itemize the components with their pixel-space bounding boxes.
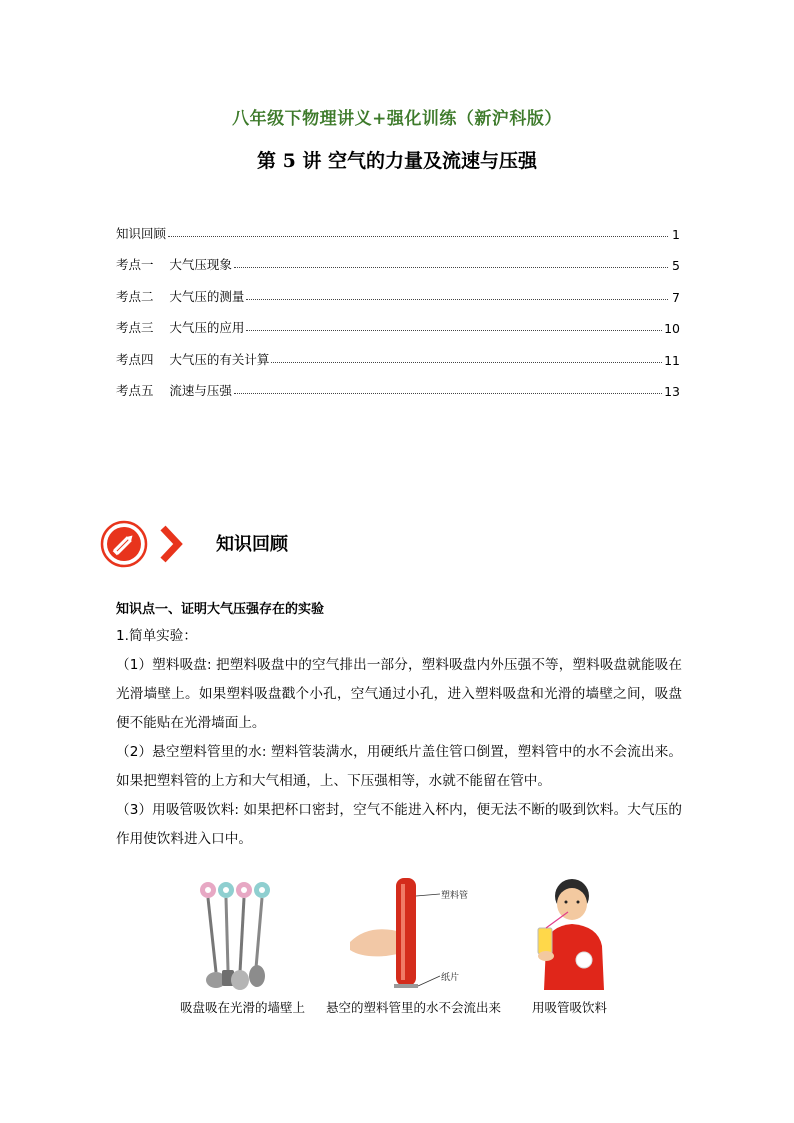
toc-entry[interactable] [116,368,680,400]
toc-page: 5 [672,258,680,273]
subtitle: 1.简单实验： [116,628,197,644]
toc-page: 7 [672,289,680,305]
suction-cup-figure [180,876,306,1015]
toc-entry[interactable] [116,242,680,274]
item-text: 塑料管装满水，用硬纸片盖住管口倒置，塑料管中的水不会流出来。如果把塑料管的上方和大气相通，上、下压强相等，水就不能留在管中。 [116,744,682,789]
plastic-tube-illustration [340,876,490,994]
knowledge-point-title: 知识点一、证明大气压强存在的实验 [116,602,325,617]
toc-entry[interactable] [116,305,680,337]
item-lead: （3）用吸管吸饮料: [116,802,240,818]
pencil-icon [100,520,148,568]
section-header [100,516,400,572]
toc-leader [246,330,662,331]
item-text: 如果把杯口密封，空气不能进入杯内，便无法不断的吸到饮料。大气压的作用使饮料进入口中。 [116,802,682,847]
table-of-contents [116,210,680,399]
toc-leader [271,362,662,363]
straw-drinking-figure [526,876,616,1015]
item-text: 把塑料吸盘中的空气排出一部分，塑料吸盘内外压强不等，塑料吸盘就能吸在光滑墙壁上。如果塑料吸盘戳个小孔，空气通过小孔，进入塑料吸盘和光滑的墙壁之间，吸盘便不能贴在光滑墙面上。 [116,657,682,731]
item-lead: （1）塑料吸盘: [116,657,212,673]
toc-page: 1 [672,226,680,242]
label-tube: 塑料管 [441,891,469,901]
toc-label: 考点一 大气压现象 [116,257,232,272]
toc-leader [234,393,662,394]
paragraph [116,651,682,738]
series-title: 八年级下物理讲义+强化训练（新沪科版） [232,109,562,129]
toc-entry[interactable] [116,210,680,242]
section-title: 知识回顾 [216,534,288,555]
paragraph [116,738,682,796]
toc-entry[interactable] [116,336,680,368]
figure-caption: 用吸管吸饮料 [532,1000,608,1015]
toc-label: 考点二 大气压的测量 [116,288,245,304]
label-card: 纸片 [441,973,460,983]
toc-page: 10 [664,321,680,336]
figure-caption: 悬空的塑料管里的水不会流出来 [326,1000,502,1015]
chevron-right-icon [158,524,184,564]
figure-caption: 吸盘吸在光滑的墙壁上 [180,1000,306,1015]
item-lead: （2）悬空塑料管里的水: [116,744,267,760]
toc-label: 考点五 流速与压强 [116,383,232,398]
knowledge-body [116,622,682,854]
boy-drinking-illustration [526,876,616,994]
toc-leader [168,236,668,237]
toc-page: 11 [664,352,680,368]
toc-leader [234,267,668,268]
toc-page: 13 [664,384,680,399]
toc-entry[interactable] [116,273,680,305]
toc-label: 知识回顾 [116,225,167,241]
plastic-tube-figure [326,876,502,1015]
lesson-title: 第 5 讲 空气的力量及流速与压强 [256,150,538,172]
suction-cup-illustration [180,876,290,994]
figure-row [170,876,650,1026]
toc-label: 考点三 大气压的应用 [116,320,245,335]
toc-leader [246,299,668,300]
paragraph [116,796,682,854]
toc-label: 考点四 大气压的有关计算 [116,351,270,367]
